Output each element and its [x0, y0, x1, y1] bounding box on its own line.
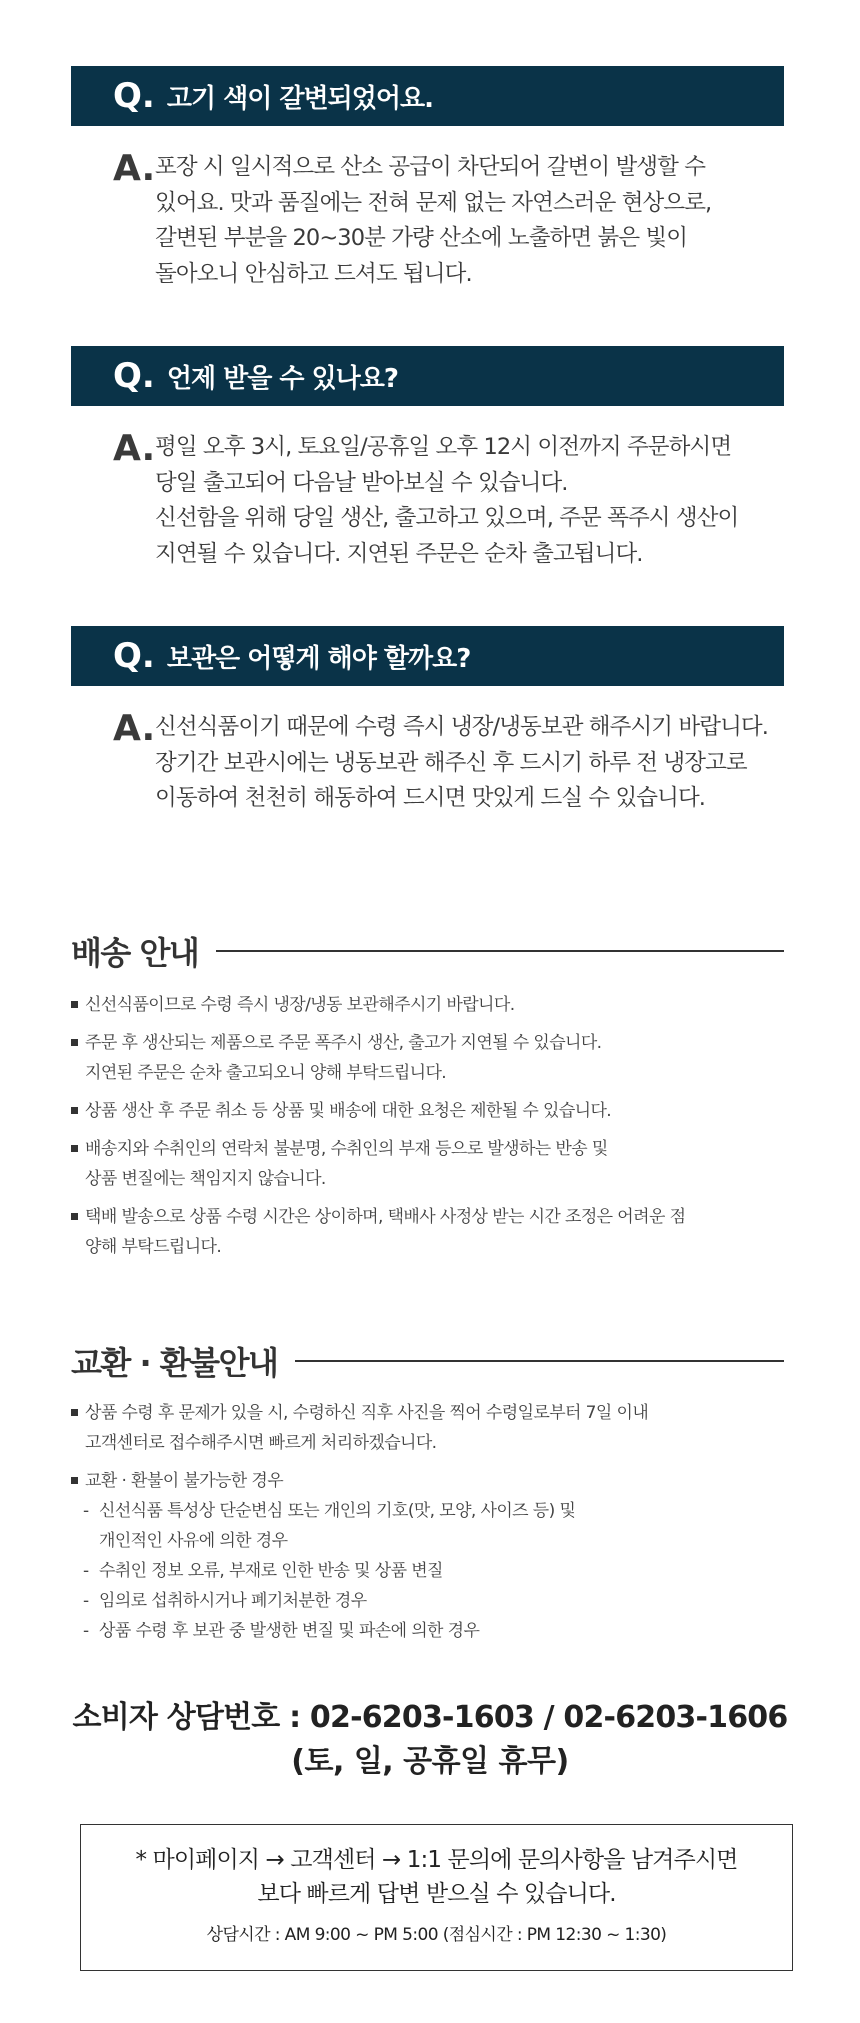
sub-list-item-text: 상품 수령 후 보관 중 발생한 변질 및 파손에 의한 경우	[99, 1621, 480, 1641]
a-mark: A.	[113, 428, 156, 469]
a-mark: A.	[113, 708, 156, 749]
inquiry-guide-line-2: 보다 빠르게 답변 받으실 수 있습니다.	[257, 1881, 616, 1907]
answer	[71, 150, 784, 292]
sub-list-item	[71, 1616, 784, 1646]
answer-text	[155, 150, 711, 292]
q-mark: Q.	[113, 76, 155, 116]
list-item	[71, 990, 784, 1020]
question-bar	[71, 626, 784, 686]
list-item-text: 지연된 주문은 순차 출고되오니 양해 부탁드립니다.	[85, 1063, 447, 1083]
square-bullet-icon	[71, 1409, 78, 1416]
answer	[71, 430, 784, 572]
divider	[216, 950, 784, 952]
answer-line: 돌아오니 안심하고 드셔도 됩니다.	[155, 260, 472, 287]
answer	[71, 710, 784, 817]
square-bullet-icon	[71, 1001, 78, 1008]
dash-marker: -	[83, 1621, 89, 1641]
refund-notice-list	[71, 1398, 784, 1646]
section-title: 교환 · 환불안내	[71, 1344, 278, 1382]
q-mark: Q.	[113, 636, 155, 676]
list-item-text: 신선식품이므로 수령 즉시 냉장/냉동 보관해주시기 바랍니다.	[85, 995, 515, 1015]
list-item-text: 상품 수령 후 문제가 있을 시, 수령하신 직후 사진을 찍어 수령일로부터 7일 이내	[85, 1403, 649, 1423]
square-bullet-icon	[71, 1039, 78, 1046]
list-item-text: 교환 · 환불이 불가능한 경우	[85, 1471, 284, 1491]
list-item-text: 상품 생산 후 주문 취소 등 상품 및 배송에 대한 요청은 제한될 수 있습니다.	[85, 1101, 612, 1121]
section-title: 배송 안내	[71, 934, 199, 972]
inquiry-guide-line-1: * 마이페이지 → 고객센터 → 1:1 문의에 문의사항을 남겨주시면	[135, 1847, 738, 1873]
list-item-text: 양해 부탁드립니다.	[85, 1237, 222, 1257]
refund-section-header	[71, 1338, 784, 1384]
answer-line: 평일 오후 3시, 토요일/공휴일 오후 12시 이전까지 주문하시면	[155, 434, 732, 460]
a-mark: A.	[113, 148, 156, 189]
list-item-text: 주문 후 생산되는 제품으로 주문 폭주시 생산, 출고가 지연될 수 있습니다.	[85, 1033, 602, 1053]
closed-days: (토, 일, 공휴일 휴무)	[291, 1744, 569, 1779]
question-text: 언제 받을 수 있나요?	[166, 363, 398, 394]
faq-item-3	[71, 626, 784, 817]
sub-list-item-cont: 개인적인 사유에 의한 경우	[99, 1531, 288, 1551]
list-item-text: 고객센터로 접수해주시면 빠르게 처리하겠습니다.	[85, 1433, 437, 1453]
answer-text	[155, 710, 768, 817]
list-item-text: 택배 발송으로 상품 수령 시간은 상이하며, 택배사 사정상 받는 시간 조정은 어려운 점	[85, 1207, 686, 1227]
answer-line: 포장 시 일시적으로 산소 공급이 차단되어 갈변이 발생할 수	[155, 154, 706, 180]
sub-list-item	[71, 1496, 784, 1526]
shipping-notice-list	[71, 990, 784, 1262]
sub-list-item-text: 수취인 정보 오류, 부재로 인한 반송 및 상품 변질	[99, 1561, 443, 1581]
square-bullet-icon	[71, 1477, 78, 1484]
sub-list-item	[71, 1586, 784, 1616]
faq-item-2	[71, 346, 784, 572]
answer-line: 지연될 수 있습니다. 지연된 주문은 순차 출고됩니다.	[155, 540, 643, 567]
list-item-text: 상품 변질에는 책임지지 않습니다.	[85, 1169, 326, 1189]
dash-marker: -	[83, 1561, 89, 1581]
faq-item-1	[71, 66, 784, 292]
q-mark: Q.	[113, 356, 155, 396]
list-item	[71, 1202, 784, 1262]
question-text: 보관은 어떻게 해야 할까요?	[166, 643, 471, 674]
dash-marker: -	[83, 1591, 89, 1611]
answer-line: 이동하여 천천히 해동하여 드시면 맛있게 드실 수 있습니다.	[155, 785, 706, 811]
sub-list-item-text: 신선식품 특성상 단순변심 또는 개인의 기호(맛, 모양, 사이즈 등) 및	[99, 1501, 576, 1521]
answer-line: 신선식품이기 때문에 수령 즉시 냉장/냉동보관 해주시기 바랍니다.	[155, 714, 768, 740]
phone-numbers: 소비자 상담번호 : 02-6203-1603 / 02-6203-1606	[72, 1700, 788, 1735]
sub-list-item	[71, 1556, 784, 1586]
answer-line: 신선함을 위해 당일 생산, 출고하고 있으며, 주문 폭주시 생산이	[155, 505, 739, 531]
list-item	[71, 1096, 784, 1126]
answer-line: 당일 출고되어 다음날 받아보실 수 있습니다.	[155, 469, 568, 496]
question-bar	[71, 66, 784, 126]
question-bar	[71, 346, 784, 406]
divider	[295, 1360, 784, 1362]
list-item	[71, 1134, 784, 1194]
square-bullet-icon	[71, 1145, 78, 1152]
square-bullet-icon	[71, 1107, 78, 1114]
sub-list-item-text: 임의로 섭취하시거나 폐기처분한 경우	[99, 1591, 367, 1611]
list-item	[71, 1466, 784, 1496]
dash-marker: -	[83, 1501, 89, 1521]
list-item	[71, 1028, 784, 1088]
square-bullet-icon	[71, 1213, 78, 1220]
contact-phone	[0, 1696, 860, 1784]
answer-line: 장기간 보관시에는 냉동보관 해주신 후 드시기 하루 전 냉장고로	[155, 749, 747, 776]
answer-line: 있어요. 맛과 품질에는 전혀 문제 없는 자연스러운 현상으로,	[155, 189, 712, 216]
list-item	[71, 1398, 784, 1458]
consult-hours: 상담시간 : AM 9:00 ~ PM 5:00 (점심시간 : PM 12:30 ~ 1:30)	[206, 1925, 667, 1945]
inquiry-info-box	[80, 1824, 793, 1971]
question-text: 고기 색이 갈변되었어요.	[166, 83, 433, 114]
list-item-text: 배송지와 수취인의 연락처 불분명, 수취인의 부재 등으로 발생하는 반송 및	[85, 1139, 608, 1159]
answer-line: 갈변된 부분을 20~30분 가량 산소에 노출하면 붉은 빛이	[155, 225, 688, 251]
shipping-section-header	[71, 928, 784, 974]
answer-text	[155, 430, 738, 572]
